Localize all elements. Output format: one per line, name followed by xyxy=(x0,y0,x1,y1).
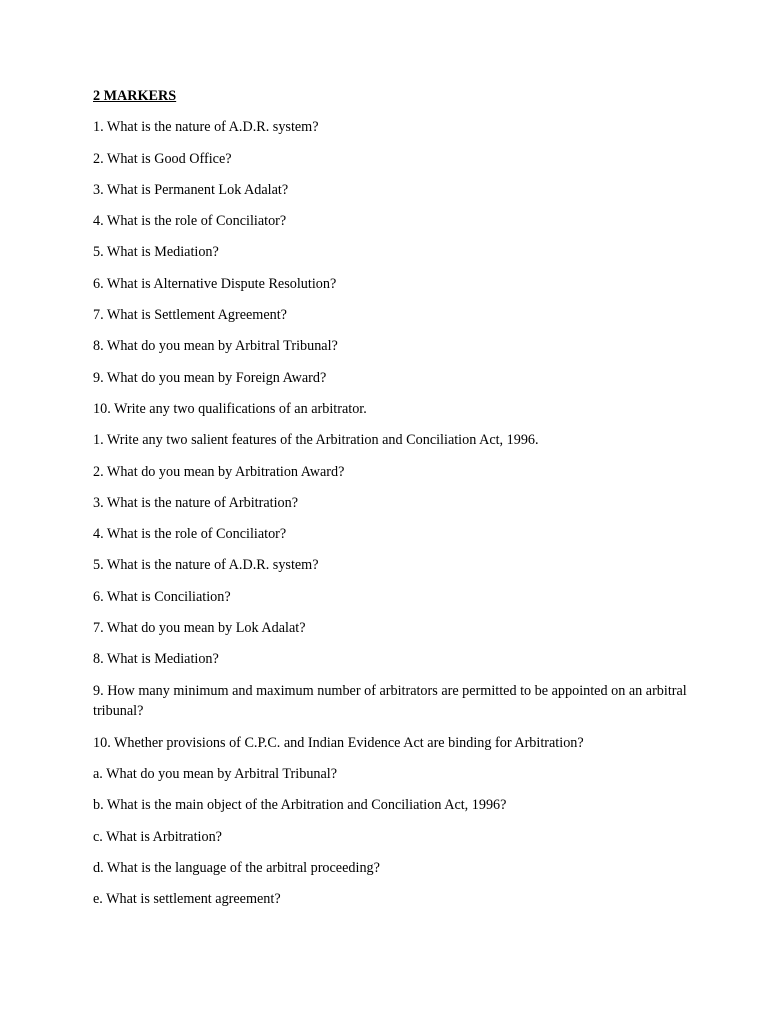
question-item: 6. What is Alternative Dispute Resolution? xyxy=(93,275,337,292)
question-item: 3. What is the nature of Arbitration? xyxy=(93,494,299,511)
section-heading: 2 MARKERS xyxy=(93,88,177,104)
question-item: 6. What is Conciliation? xyxy=(93,588,231,605)
question-item: 7. What do you mean by Lok Adalat? xyxy=(93,620,306,637)
question-item: 5. What is the nature of A.D.R. system? xyxy=(93,557,319,574)
question-item: 8. What do you mean by Arbitral Tribunal? xyxy=(93,338,338,355)
question-item: 1. Write any two salient features of the Arbitration and Conciliation Act, 1996. xyxy=(93,432,539,449)
question-item: b. What is the main object of the Arbitration and Conciliation Act, 1996? xyxy=(93,797,507,814)
question-item: 2. What do you mean by Arbitration Award? xyxy=(93,463,345,480)
question-item: a. What do you mean by Arbitral Tribunal? xyxy=(93,765,338,782)
question-item: 9. What do you mean by Foreign Award? xyxy=(93,369,327,386)
question-item: 8. What is Mediation? xyxy=(93,651,219,668)
question-item: 3. What is Permanent Lok Adalat? xyxy=(93,181,289,198)
question-item: 10. Whether provisions of C.P.C. and Indian Evidence Act are binding for Arbitration? xyxy=(93,734,584,751)
document-content xyxy=(93,86,693,920)
question-item: 7. What is Settlement Agreement? xyxy=(93,307,287,324)
question-item: 10. Write any two qualifications of an arbitrator. xyxy=(93,400,367,417)
question-item: 4. What is the role of Conciliator? xyxy=(93,526,287,543)
question-item: 1. What is the nature of A.D.R. system? xyxy=(93,119,319,136)
question-item: 2. What is Good Office? xyxy=(93,150,232,167)
question-item: 5. What is Mediation? xyxy=(93,244,219,261)
question-item: d. What is the language of the arbitral proceeding? xyxy=(93,859,380,876)
question-item: c. What is Arbitration? xyxy=(93,828,222,845)
question-item: e. What is settlement agreement? xyxy=(93,891,281,908)
question-item: 4. What is the role of Conciliator? xyxy=(93,213,287,230)
question-item: 9. How many minimum and maximum number of arbitrators are permitted to be appointed on an arbitral tribunal? xyxy=(93,682,687,719)
